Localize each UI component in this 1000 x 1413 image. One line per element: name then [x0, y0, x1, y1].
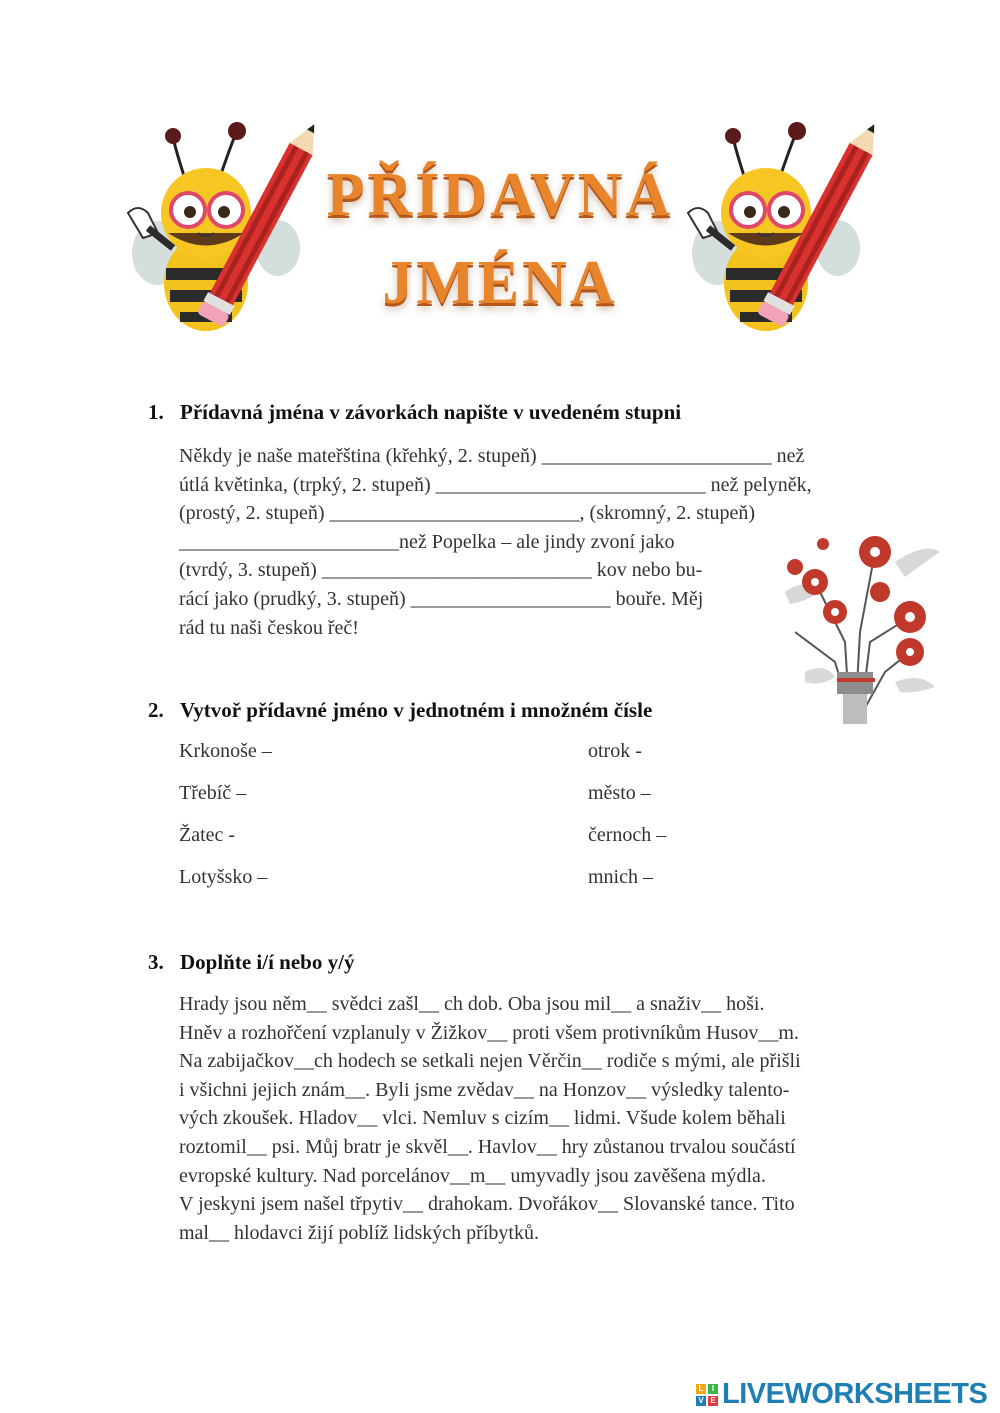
text-line: (tvrdý, 3. stupeň) ___________________________ kov nebo bu-: [179, 559, 703, 582]
page-title-line-1: PŘÍDAVNÁ: [326, 161, 674, 229]
section-1-number: 1.: [148, 400, 164, 424]
section-3-title: Doplňte i/í nebo y/ý: [180, 950, 355, 974]
text-line: i všichni jejich znám__. Byli jsme zvědav__ na Honzov__ výsledky talento-: [179, 1078, 790, 1101]
text-line: mal__ hlodavci žijí poblíž lidských příbytků.: [179, 1221, 539, 1244]
section-1-heading: [148, 400, 681, 425]
text-line: V jeskyni jsem našel třpytiv__ drahokam. Dvořákov__ Slovanské tance. Tito: [179, 1193, 795, 1216]
section-3-heading: [148, 950, 354, 975]
section-1-title: Přídavná jména v závorkách napište v uvedeném stupni: [180, 400, 682, 424]
logo-letter: I: [708, 1384, 718, 1394]
text-line: vých zkoušek. Hladov__ vlci. Nemluv s cizím__ lidmi. Všude kolem běhali: [179, 1107, 786, 1130]
text-line: evropské kultury. Nad porcelánov__m__ umyvadly jsou zavěšena mýdla.: [179, 1164, 766, 1187]
text-line: Hrady jsou něm__ svědci zašl__ ch dob. Oba jsou mil__ a snaživ__ hoši.: [179, 993, 765, 1015]
text-line: útlá květinka, (trpký, 2. stupeň) ___________________________ než pelyněk,: [179, 473, 812, 496]
text-line: rácí jako (prudký, 3. stupeň) ____________________ bouře. Měj: [179, 587, 704, 610]
word-item: Žatec -: [179, 824, 236, 846]
text-line: rád tu naši českou řeč!: [179, 616, 359, 639]
section-2-title: Vytvoř přídavné jméno v jednotném i množném čísle: [180, 698, 653, 722]
text-line: Hněv a rozhořčení vzplanuly v Žižkov__ proti všem protivníkům Husov__m.: [179, 1021, 799, 1044]
text-line: Na zabijačkov__ch hodech se setkali nejen Věrčin__ rodiče s mými, ale přišli: [179, 1050, 801, 1073]
liveworksheets-brand-text: LIVEWORKSHEETS: [722, 1378, 988, 1410]
word-item: město –: [588, 782, 651, 804]
text-line: (prostý, 2. stupeň) _________________________, (skromný, 2. stupeň): [179, 502, 756, 525]
text-line: roztomil__ psi. Můj bratr je skvěl__. Havlov__ hry zůstanou trvalou součástí: [179, 1135, 796, 1158]
liveworksheets-logo-icon: [696, 1384, 718, 1406]
word-item: černoch –: [588, 824, 667, 846]
logo-letter: L: [696, 1384, 706, 1394]
section-3-number: 3.: [148, 950, 164, 974]
word-item: Krkonoše –: [179, 740, 272, 762]
flower-bouquet-illustration: [775, 522, 945, 727]
page-title-line-2: JMÉNA: [382, 249, 618, 317]
text-line: ______________________než Popelka – ale jindy zvoní jako: [179, 530, 675, 553]
word-item: mnich –: [588, 866, 653, 888]
word-item: otrok -: [588, 740, 642, 762]
liveworksheets-logo: [696, 1378, 987, 1411]
section-2-number: 2.: [148, 698, 164, 722]
logo-letter: V: [696, 1396, 706, 1406]
word-item: Lotyšsko –: [179, 866, 268, 888]
section-3-text: [179, 990, 881, 1247]
word-item: Třebíč –: [179, 782, 247, 804]
logo-letter: E: [708, 1396, 718, 1406]
text-line: Někdy je naše mateřština (křehký, 2. stupeň) _______________________ než: [179, 445, 805, 467]
section-2-heading: [148, 698, 652, 723]
